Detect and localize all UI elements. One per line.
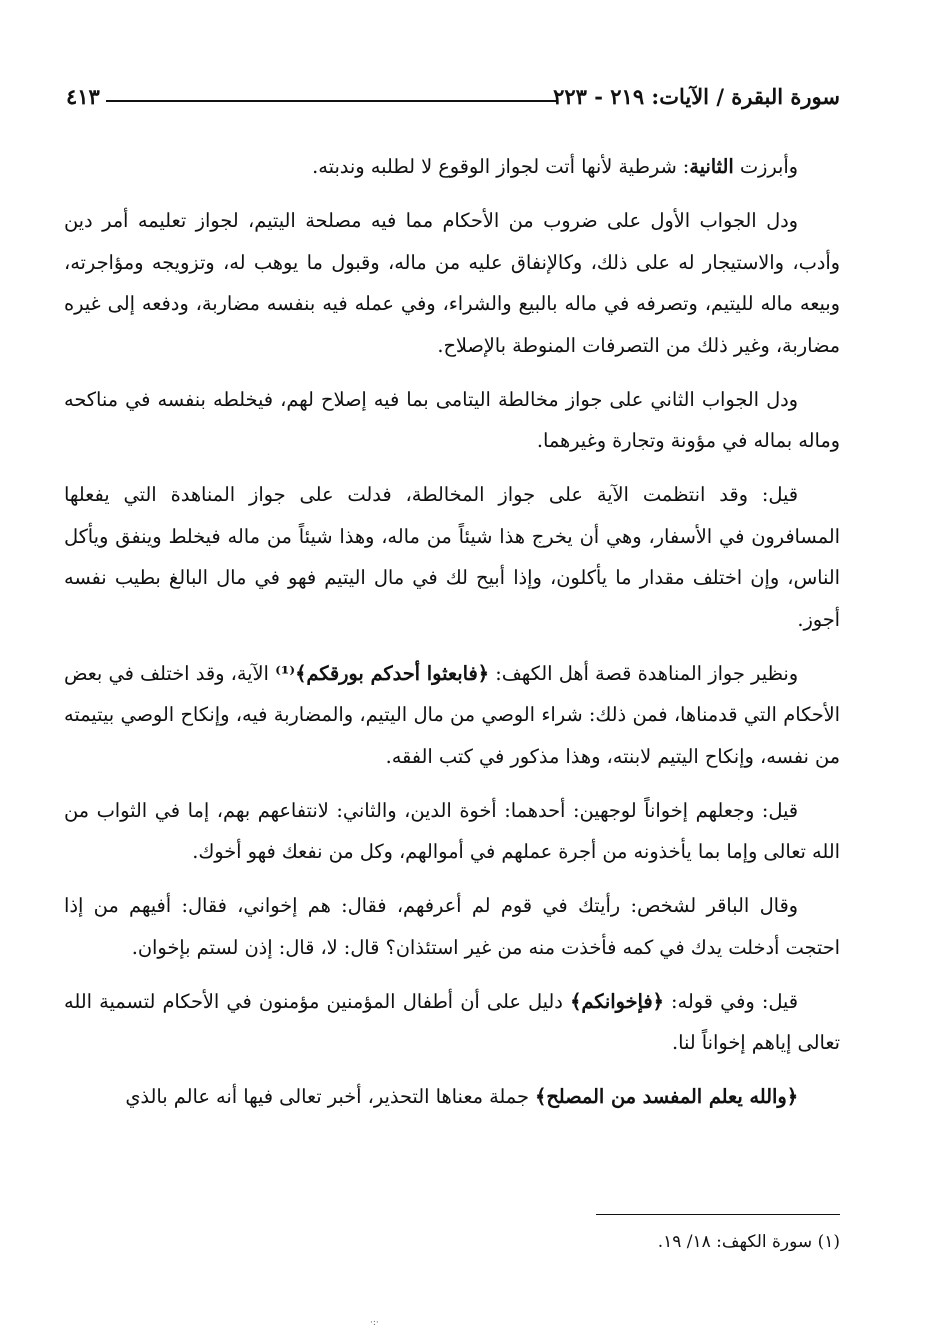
paragraph xyxy=(64,474,840,640)
paragraph-lead: ونظير جواز المناهدة قصة أهل الكهف: xyxy=(495,661,799,685)
scan-mark: ·:· xyxy=(370,1318,379,1328)
paragraph-text: جملة معناها التحذير، أخبر تعالى فيها أنه عالم بالذي xyxy=(125,1085,529,1108)
quran-quote: ﴿فابعثوا أحدكم بورقكم﴾⁽¹⁾ xyxy=(275,661,489,685)
paragraph xyxy=(64,146,840,188)
quran-quote: ﴿فإخوانكم﴾ xyxy=(570,989,664,1013)
quran-quote: ﴿والله يعلم المفسد من المصلح﴾ xyxy=(535,1085,798,1108)
paragraph xyxy=(64,200,840,366)
paragraph-lead: قيل: وفي قوله: xyxy=(671,989,798,1013)
paragraph-text: وقال الباقر لشخص: رأيتك في قوم لم أعرفهم، فقال: هم إخواني، فقال: أفيهم من إذا احتجت أدخلت يدك في كمه فأخذت منه من غير استئذان؟ قال: لا، قال: إذن لستم بإخوان. xyxy=(64,894,840,959)
paragraph-text: : شرطية لأنها أتت لجواز الوقوع لا لطلبه وندبته. xyxy=(312,155,690,178)
main-text xyxy=(64,146,840,1130)
page-number: ٤١٣ xyxy=(66,84,100,109)
emphasis: الثانية xyxy=(689,155,734,178)
footnote: (١) سورة الكهف: ١٨/ ١٩. xyxy=(657,1232,840,1252)
paragraph xyxy=(64,379,840,462)
paragraph-text: قيل: وجعلهم إخواناً لوجهين: أحدهما: أخوة الدين، والثاني: لانتفاعهم بهم، إما في الثواب من الله تعالى وإما بما يأخذونه من أجرة عملهم في أموالهم، وكل من نفعك فهو أخوك. xyxy=(64,798,840,863)
paragraph xyxy=(64,790,840,873)
chapter-title: سورة البقرة / الآيات: ٢١٩ - ٢٢٣ xyxy=(553,84,840,109)
paragraph-text: ودل الجواب الثاني على جواز مخالطة اليتامى بما فيه إصلاح لهم، فيخلطه بنفسه في مناكحه وماله بماله في مؤونة وتجارة وغيرهما. xyxy=(64,387,840,452)
paragraph-text: دليل على أن أطفال المؤمنين مؤمنون في الأحكام لتسمية الله تعالى إياهم إخواناً لنا. xyxy=(64,989,840,1054)
paragraph-text: الآية، وقد اختلف في بعض الأحكام التي قدمناها، فمن ذلك: شراء الوصي من مال اليتيم، والمضاربة فيه، وإنكاح الوصي بيتيمته من نفسه، وإنكاح اليتيم لابنته، وهذا مذكور في كتب الفقه. xyxy=(64,661,840,768)
paragraph-lead: وأبرزت xyxy=(739,155,798,178)
paragraph-text: قيل: وقد انتظمت الآية على جواز المخالطة، فدلت على جواز المناهدة التي يفعلها المسافرون في الأسفار، وهي أن يخرج هذا شيئاً من ماله، وهذا شيئاً من ماله فيخلط وينفق ويأكل الناس، وإن اختلف مقدار ما يأكلون، وإذا أبيح لك في مال اليتيم فهو في مال البالغ بطيب نفسه أجوز. xyxy=(64,483,840,631)
paragraph xyxy=(64,885,840,968)
paragraph xyxy=(64,981,840,1064)
running-header xyxy=(66,78,840,118)
paragraph-text: ودل الجواب الأول على ضروب من الأحكام مما فيه مصلحة اليتيم، لجواز تعليمه أمر دين وأدب، والاستيجار له على ذلك، وكالإنفاق عليه من ماله، وقبول ما يوهب له، وتزويجه ومؤاجرته، وبيعه ماله لليتيم، وتصرفه في ماله بالبيع والشراء، وفي عمله فيه بنفسه مضاربة، ودفعه إلى غيره مضاربة، وغير ذلك من التصرفات المنوطة بالإصلاح. xyxy=(64,209,840,357)
footnote-rule xyxy=(596,1214,840,1215)
paragraph xyxy=(64,653,840,778)
paragraph xyxy=(64,1076,840,1118)
header-rule xyxy=(106,100,558,102)
